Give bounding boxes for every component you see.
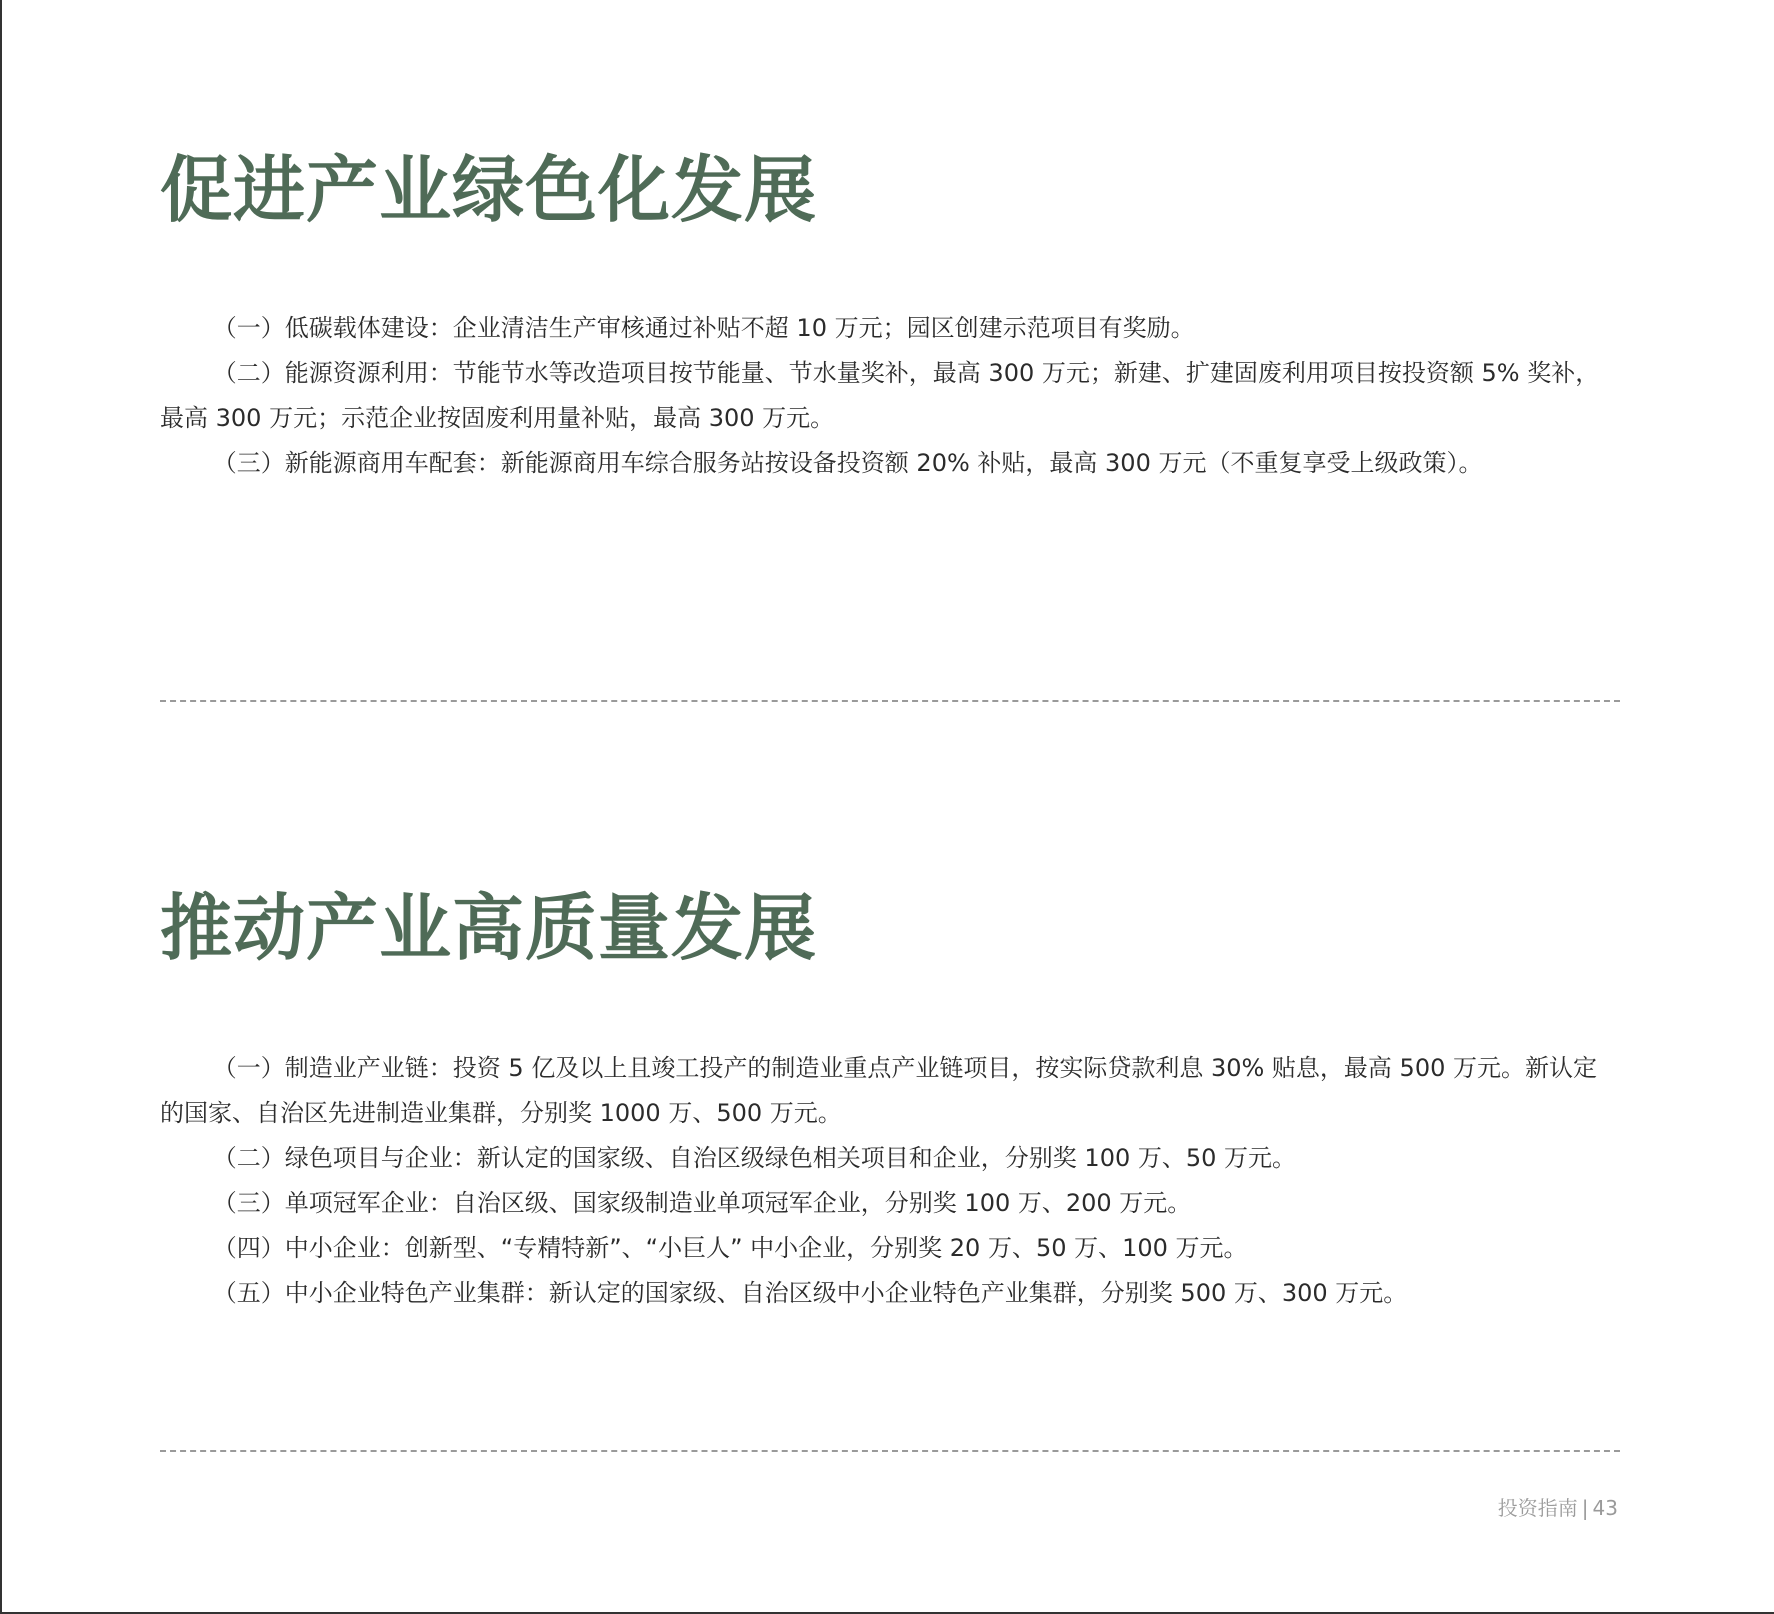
page-footer [1498,1492,1618,1521]
section-title: 促进产业绿色化发展 [160,148,818,232]
policy-paragraph: （三）新能源商用车配套：新能源商用车综合服务站按设备投资额 20% 补贴，最高 300 万元（不重复享受上级政策）。 [212,449,1483,477]
dashed-divider [160,1450,1620,1452]
policy-paragraph: （四）中小企业：创新型、“专精特新”、“小巨人” 中小企业，分别奖 20 万、50 万、100 万元。 [212,1234,1248,1262]
policy-paragraph: （一）低碳载体建设：企业清洁生产审核通过补贴不超 10 万元；园区创建示范项目有奖励。 [212,314,1195,342]
section-title: 推动产业高质量发展 [160,886,818,970]
policy-paragraph: （二）绿色项目与企业：新认定的国家级、自治区级绿色相关项目和企业，分别奖 100 万、50 万元。 [212,1144,1297,1172]
policy-paragraph: （五）中小企业特色产业集群：新认定的国家级、自治区级中小企业特色产业集群，分别奖 500 万、300 万元。 [212,1279,1408,1307]
policy-paragraph: （一）制造业产业链：投资 5 亿及以上且竣工投产的制造业重点产业链项目，按实际贷款利息 30% 贴息，最高 500 万元。新认定的国家、自治区先进制造业集群，分别奖 1000 万、500 万元。 [160,1054,1597,1127]
footer-separator: | [1581,1496,1589,1520]
section-high-quality-development [160,878,1620,1316]
section-green-development [160,140,1620,486]
dashed-divider [160,700,1620,702]
section-body [160,1046,1620,1316]
page-number: 43 [1592,1496,1618,1520]
footer-label: 投资指南 [1497,1496,1578,1520]
section-body [160,306,1620,486]
policy-paragraph: （三）单项冠军企业：自治区级、国家级制造业单项冠军企业，分别奖 100 万、200 万元。 [212,1189,1192,1217]
policy-paragraph: （二）能源资源利用：节能节水等改造项目按节能量、节水量奖补，最高 300 万元；新建、扩建固废利用项目按投资额 5% 奖补，最高 300 万元；示范企业按固废利用量补贴，最高 300 万元。 [160,359,1600,432]
